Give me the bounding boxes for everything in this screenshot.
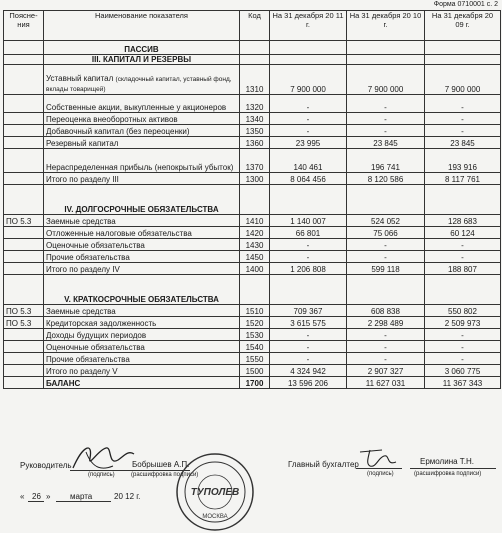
row-value-2010 — [347, 125, 425, 137]
header-col3: На 31 декабря 20 09 г. — [425, 11, 501, 41]
row-value-2009 — [425, 149, 501, 173]
balance-table — [3, 10, 501, 389]
row-value-2011 — [270, 173, 347, 185]
row-value-2011-text: - — [306, 115, 310, 124]
head-name: Бобрышев А.П. — [132, 460, 190, 469]
row-value-2010 — [347, 95, 425, 113]
row-value-2009 — [425, 227, 501, 239]
header-row — [4, 11, 501, 41]
row-code — [240, 185, 270, 215]
table-row — [4, 227, 501, 239]
row-value-2011-text: 13 596 206 — [287, 379, 329, 388]
row-value-2011 — [270, 377, 347, 389]
row-value-2009-text: - — [461, 253, 464, 262]
row-code-text: 1540 — [245, 343, 264, 352]
row-name-text: Прочие обязательства — [46, 355, 130, 364]
row-value-2009-text: - — [461, 343, 464, 352]
row-value-2010-text: 2 907 327 — [367, 367, 404, 376]
row-value-2010-text: - — [384, 115, 387, 124]
row-value-2010 — [347, 377, 425, 389]
row-code — [240, 251, 270, 263]
row-value-2011 — [270, 149, 347, 173]
row-value-2009-text: 23 845 — [450, 139, 475, 148]
row-value-2011 — [270, 329, 347, 341]
row-value-2009 — [425, 173, 501, 185]
row-name-text: Оценочные обязательства — [46, 343, 145, 352]
row-value-2011 — [270, 317, 347, 329]
row-value-2009-text: 2 509 973 — [444, 319, 481, 328]
row-value-2010 — [347, 365, 425, 377]
row-value-2011-text: 8 064 456 — [290, 175, 326, 184]
row-value-2009 — [425, 65, 501, 95]
table-row — [4, 137, 501, 149]
row-code — [240, 239, 270, 251]
row-code — [240, 263, 270, 275]
row-value-2009-text: 128 683 — [448, 217, 477, 226]
row-value-2009-text: - — [461, 115, 464, 124]
row-value-2011-text: 1 206 808 — [290, 265, 326, 274]
row-value-2011 — [270, 185, 347, 215]
row-note-text: ПО 5.3 — [6, 307, 32, 316]
row-value-2009 — [425, 305, 501, 317]
row-code — [240, 341, 270, 353]
row-value-2011-text: 66 801 — [295, 229, 321, 238]
row-value-2010 — [347, 305, 425, 317]
row-name — [44, 365, 240, 377]
row-value-2010 — [347, 239, 425, 251]
row-value-2009-text: - — [461, 331, 464, 340]
row-name — [44, 377, 240, 389]
head-sign-line — [70, 470, 130, 471]
row-name-text: Отложенные налоговые обязательства — [46, 229, 192, 238]
row-value-2009-text: 550 802 — [448, 307, 477, 316]
row-value-2009 — [425, 239, 501, 251]
row-value-2010 — [347, 329, 425, 341]
row-value-2009-text: - — [461, 241, 464, 250]
row-code-text: 1310 — [245, 85, 264, 94]
row-name-text: Уставный капитал — [46, 74, 114, 83]
form-code: Форма 0710001 с. 2 — [433, 1, 498, 8]
row-name-text: IV. ДОЛГОСРОЧНЫЕ ОБЯЗАТЕЛЬСТВА — [64, 205, 219, 214]
row-code — [240, 137, 270, 149]
row-value-2010 — [347, 353, 425, 365]
row-note — [4, 263, 44, 275]
row-name-text: Собственные акции, выкупленные у акционеров — [46, 103, 227, 112]
table-row — [4, 275, 501, 305]
row-value-2011-text: 140 461 — [293, 163, 323, 172]
row-code — [240, 275, 270, 305]
row-name — [44, 227, 240, 239]
row-name — [44, 263, 240, 275]
row-value-2010 — [347, 113, 425, 125]
row-value-2009-text: 8 117 761 — [445, 175, 480, 184]
row-name — [44, 137, 240, 149]
table-row — [4, 113, 501, 125]
row-code-text: 1510 — [245, 307, 264, 316]
row-value-2011-text: - — [306, 253, 310, 262]
row-name — [44, 95, 240, 113]
row-name-text: Итого по разделу III — [46, 175, 119, 184]
row-value-2009 — [425, 185, 501, 215]
row-code — [240, 41, 270, 55]
row-value-2010-text: - — [384, 127, 387, 136]
row-value-2009 — [425, 353, 501, 365]
date-year: 20 12 г. — [114, 492, 141, 501]
row-code-text: 1520 — [245, 319, 264, 328]
table-row — [4, 305, 501, 317]
row-value-2011-text: - — [306, 103, 310, 112]
row-value-2011 — [270, 251, 347, 263]
row-value-2011-text: - — [306, 343, 310, 352]
row-note — [4, 95, 44, 113]
row-code — [240, 329, 270, 341]
table-row — [4, 239, 501, 251]
row-value-2011 — [270, 125, 347, 137]
signature-block — [0, 440, 502, 533]
row-value-2011 — [270, 55, 347, 65]
chief-sign-line — [356, 468, 402, 469]
header-code: Код — [240, 11, 270, 41]
row-note — [4, 215, 44, 227]
row-code-text: 1350 — [245, 127, 264, 136]
table-row — [4, 185, 501, 215]
row-note — [4, 239, 44, 251]
row-value-2011-text: 23 995 — [295, 139, 321, 148]
table-row — [4, 215, 501, 227]
table-row — [4, 149, 501, 173]
row-value-2011 — [270, 41, 347, 55]
row-note — [4, 227, 44, 239]
table-row — [4, 251, 501, 263]
row-name — [44, 149, 240, 173]
row-name — [44, 251, 240, 263]
row-value-2010 — [347, 55, 425, 65]
row-code-text: 1430 — [245, 241, 264, 250]
row-code-text: 1500 — [245, 367, 264, 376]
row-value-2011-text: - — [306, 355, 310, 364]
row-value-2011 — [270, 365, 347, 377]
row-name — [44, 113, 240, 125]
row-code — [240, 95, 270, 113]
row-code — [240, 125, 270, 137]
row-value-2009 — [425, 95, 501, 113]
row-value-2010-text: - — [384, 355, 387, 364]
row-code-text: 1400 — [245, 265, 264, 274]
table-row — [4, 55, 501, 65]
row-name-text: Нераспределенная прибыль (непокрытый убыток) — [46, 163, 234, 172]
header-col1: На 31 декабря 20 11 г. — [270, 11, 347, 41]
row-value-2011-text: 7 900 000 — [290, 85, 326, 94]
row-value-2009-text: 11 367 343 — [442, 379, 483, 388]
row-name-note: (складочный капитал, уставный фонд, вклады товарищей) — [46, 76, 232, 93]
row-note — [4, 305, 44, 317]
row-name-text: Кредиторская задолженность — [46, 319, 157, 328]
row-value-2010-text: 196 741 — [371, 163, 400, 172]
date-day: 26 — [32, 492, 41, 501]
row-name — [44, 173, 240, 185]
row-note — [4, 317, 44, 329]
table-row — [4, 95, 501, 113]
row-code — [240, 317, 270, 329]
row-value-2011-text: 3 615 575 — [290, 319, 326, 328]
row-code-text: 1320 — [245, 103, 264, 112]
row-code-text: 1410 — [245, 217, 264, 226]
date-close-quote: » — [46, 492, 51, 501]
row-value-2010 — [347, 317, 425, 329]
row-note — [4, 173, 44, 185]
row-value-2010 — [347, 251, 425, 263]
row-value-2011-text: - — [306, 331, 310, 340]
row-code-text: 1340 — [245, 115, 264, 124]
row-code — [240, 377, 270, 389]
date-day-line — [28, 501, 44, 502]
table-row — [4, 365, 501, 377]
row-value-2010-text: - — [384, 343, 387, 352]
row-value-2010-text: 75 066 — [373, 229, 398, 238]
row-value-2009-text: 7 900 000 — [444, 85, 481, 94]
row-value-2009 — [425, 41, 501, 55]
row-code — [240, 215, 270, 227]
row-value-2009-text: - — [461, 103, 464, 112]
row-value-2011 — [270, 341, 347, 353]
row-value-2009 — [425, 251, 501, 263]
row-value-2010 — [347, 65, 425, 95]
row-code-text: 1360 — [245, 139, 264, 148]
row-note — [4, 185, 44, 215]
row-value-2011 — [270, 353, 347, 365]
row-value-2011 — [270, 113, 347, 125]
row-value-2010 — [347, 227, 425, 239]
row-note — [4, 365, 44, 377]
chief-accountant-label: Главный бухгалтер — [288, 460, 359, 469]
row-value-2010 — [347, 185, 425, 215]
row-name-text: Итого по разделу IV — [46, 265, 120, 274]
row-code-text: 1300 — [245, 175, 264, 184]
date-month-line — [56, 501, 111, 502]
row-value-2011 — [270, 137, 347, 149]
table-row — [4, 65, 501, 95]
row-name — [44, 353, 240, 365]
row-value-2010-text: 2 298 489 — [367, 319, 404, 328]
row-value-2011 — [270, 305, 347, 317]
table-row — [4, 377, 501, 389]
row-note — [4, 65, 44, 95]
row-note-text: ПО 5.3 — [6, 319, 32, 328]
row-value-2009 — [425, 137, 501, 149]
row-name — [44, 341, 240, 353]
row-value-2011-text: - — [306, 241, 310, 250]
head-signature-icon — [68, 440, 138, 474]
row-value-2009 — [425, 263, 501, 275]
row-value-2011-text: 4 324 942 — [290, 367, 326, 376]
row-value-2010-text: 11 627 031 — [365, 379, 406, 388]
row-value-2011-text: 709 367 — [293, 307, 323, 316]
row-name-text: Итого по разделу V — [46, 367, 118, 376]
row-name-text: ПАССИВ — [124, 45, 159, 54]
row-code-text: 1420 — [245, 229, 264, 238]
row-note — [4, 137, 44, 149]
stamp-center-text: ТУПОЛЕВ — [190, 487, 240, 498]
row-code — [240, 113, 270, 125]
row-value-2010-text: 7 900 000 — [367, 85, 404, 94]
header-name: Наименование показателя — [44, 11, 240, 41]
date-open-quote: « — [20, 492, 25, 501]
head-name-caption: (расшифровка подписи) — [131, 472, 199, 478]
date-month: марта — [70, 492, 93, 501]
row-value-2011 — [270, 263, 347, 275]
row-value-2011-text: - — [306, 127, 310, 136]
row-value-2009 — [425, 341, 501, 353]
row-value-2011 — [270, 65, 347, 95]
row-note — [4, 41, 44, 55]
row-note — [4, 113, 44, 125]
row-value-2010 — [347, 137, 425, 149]
row-value-2009-text: 188 807 — [448, 265, 477, 274]
row-note — [4, 251, 44, 263]
row-name-text: III. КАПИТАЛ И РЕЗЕРВЫ — [91, 55, 192, 64]
row-value-2010-text: - — [384, 103, 387, 112]
row-code-text: 1370 — [245, 163, 264, 172]
row-value-2009-text: - — [461, 355, 464, 364]
row-code — [240, 149, 270, 173]
row-value-2010 — [347, 263, 425, 275]
row-value-2010-text: 599 118 — [371, 265, 400, 274]
table-row — [4, 173, 501, 185]
row-name-text: БАЛАНС — [46, 379, 81, 388]
row-code — [240, 305, 270, 317]
stamp-city-text: МОСКВА — [202, 514, 228, 520]
row-name-text: Заемные средства — [46, 307, 116, 316]
table-row — [4, 329, 501, 341]
row-name-text: Переоценка внеоборотных активов — [46, 115, 178, 124]
row-code — [240, 365, 270, 377]
row-value-2009 — [425, 55, 501, 65]
row-value-2010-text: 608 838 — [371, 307, 400, 316]
table-row — [4, 341, 501, 353]
row-name — [44, 239, 240, 251]
row-name — [44, 317, 240, 329]
row-name-text: Добавочный капитал (без переоценки) — [46, 127, 190, 136]
chief-name: Ермолина Т.Н. — [420, 457, 475, 466]
row-value-2010-text: - — [384, 241, 387, 250]
row-value-2009-text: 3 060 775 — [444, 367, 481, 376]
row-code-text: 1550 — [245, 355, 264, 364]
row-name-text: Доходы будущих периодов — [46, 331, 147, 340]
row-value-2009 — [425, 275, 501, 305]
row-code — [240, 65, 270, 95]
row-note-text: ПО 5.3 — [6, 217, 32, 226]
row-value-2010 — [347, 149, 425, 173]
row-name — [44, 329, 240, 341]
row-code-text: 1530 — [245, 331, 264, 340]
row-value-2009 — [425, 377, 501, 389]
row-code — [240, 55, 270, 65]
row-code — [240, 173, 270, 185]
row-code-text: 1700 — [245, 379, 264, 388]
row-value-2009-text: 193 916 — [448, 163, 477, 172]
header-col2: На 31 декабря 20 10 г. — [347, 11, 425, 41]
row-value-2009-text: 60 124 — [450, 229, 475, 238]
row-value-2009 — [425, 125, 501, 137]
row-note — [4, 353, 44, 365]
row-note — [4, 55, 44, 65]
row-note — [4, 329, 44, 341]
row-value-2010-text: 23 845 — [373, 139, 398, 148]
row-value-2011-text: 1 140 007 — [290, 217, 326, 226]
row-note — [4, 377, 44, 389]
table-row — [4, 125, 501, 137]
row-name — [44, 215, 240, 227]
row-value-2010 — [347, 215, 425, 227]
row-value-2010-text: 524 052 — [371, 217, 400, 226]
row-value-2009 — [425, 215, 501, 227]
header-note: Поясне- ния — [4, 11, 44, 41]
row-value-2009 — [425, 113, 501, 125]
company-seal-icon — [175, 452, 255, 532]
row-value-2011 — [270, 215, 347, 227]
row-value-2011 — [270, 275, 347, 305]
row-name — [44, 41, 240, 55]
row-value-2010-text: - — [384, 253, 387, 262]
row-value-2009 — [425, 329, 501, 341]
row-code — [240, 353, 270, 365]
row-name — [44, 65, 240, 95]
row-value-2010-text: - — [384, 331, 387, 340]
row-value-2010-text: 8 120 586 — [367, 175, 404, 184]
chief-name-line — [410, 468, 496, 469]
row-value-2010 — [347, 173, 425, 185]
row-name — [44, 185, 240, 215]
row-value-2009 — [425, 317, 501, 329]
table-row — [4, 41, 501, 55]
row-name-text: Оценочные обязательства — [46, 241, 145, 250]
row-name — [44, 305, 240, 317]
row-name — [44, 125, 240, 137]
chief-sign-caption: (подпись) — [367, 471, 394, 477]
row-value-2010 — [347, 275, 425, 305]
row-value-2010 — [347, 41, 425, 55]
row-value-2011 — [270, 95, 347, 113]
head-sign-caption: (подпись) — [88, 472, 115, 478]
row-note — [4, 275, 44, 305]
row-value-2011 — [270, 239, 347, 251]
row-code — [240, 227, 270, 239]
table-row — [4, 317, 501, 329]
head-label: Руководитель — [20, 461, 72, 470]
row-value-2009 — [425, 365, 501, 377]
table-row — [4, 263, 501, 275]
row-note — [4, 149, 44, 173]
row-value-2009-text: - — [461, 127, 464, 136]
row-name — [44, 275, 240, 305]
row-name-text: Заемные средства — [46, 217, 116, 226]
row-name-text: V. КРАТКОСРОЧНЫЕ ОБЯЗАТЕЛЬСТВА — [64, 295, 219, 304]
row-note — [4, 125, 44, 137]
chief-signature-icon — [356, 444, 402, 470]
row-name-text: Прочие обязательства — [46, 253, 130, 262]
row-name-text: Резервный капитал — [46, 139, 119, 148]
chief-name-caption: (расшифровка подписи) — [414, 471, 482, 477]
row-value-2010 — [347, 341, 425, 353]
row-note — [4, 341, 44, 353]
table-row — [4, 353, 501, 365]
row-name — [44, 55, 240, 65]
row-value-2011 — [270, 227, 347, 239]
row-code-text: 1450 — [245, 253, 264, 262]
